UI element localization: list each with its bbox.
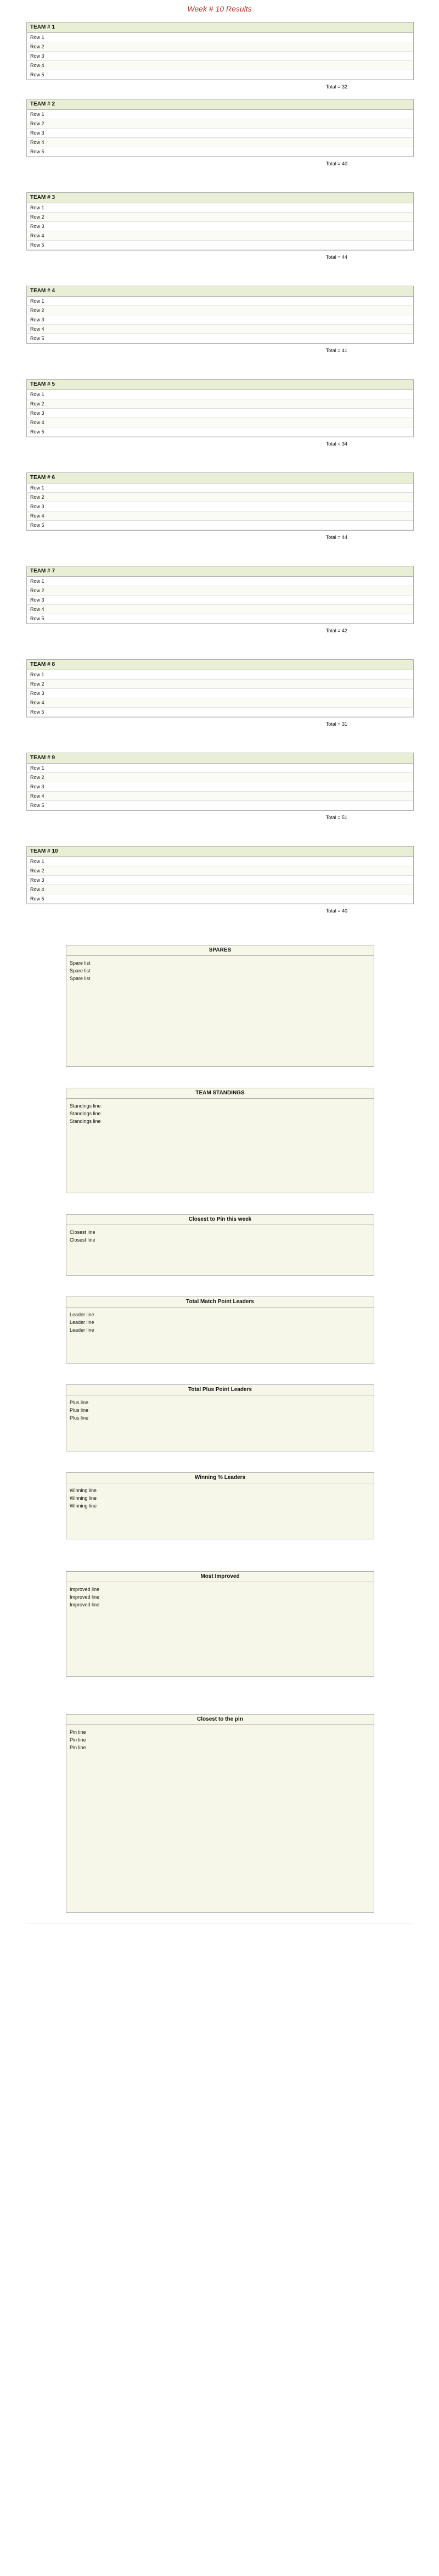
team-row: Row 5: [27, 427, 413, 437]
team-total: Total = 42: [325, 628, 347, 633]
team-header: TEAM # 9: [27, 753, 413, 764]
team-row: Row 1: [27, 110, 413, 119]
team-block-4: [26, 286, 414, 353]
team-total: Total = 40: [325, 161, 347, 166]
page-title: Week # 10 Results: [187, 4, 252, 13]
plus-leaders-title: Total Plus Point Leaders: [66, 1385, 374, 1395]
team-row: Row 5: [27, 70, 413, 80]
team-row: Row 4: [27, 418, 413, 427]
closest-line: Closest line: [70, 1237, 95, 1243]
team-row: Row 3: [27, 315, 413, 325]
match-leaders-panel: [66, 1297, 374, 1364]
standings-line: Standings line: [70, 1103, 101, 1109]
team-row: Row 2: [27, 213, 413, 222]
team-total: Total = 40: [325, 908, 347, 914]
team-total: Total = 32: [325, 84, 347, 90]
team-header: TEAM # 7: [27, 566, 413, 577]
team-row: Row 1: [27, 670, 413, 680]
closest-line: Closest line: [70, 1229, 95, 1235]
plus-line: Plus line: [70, 1407, 89, 1413]
plus-line: Plus line: [70, 1415, 89, 1421]
winning-leaders-panel: [66, 1472, 374, 1539]
team-row: Row 2: [27, 773, 413, 782]
team-row: Row 5: [27, 801, 413, 810]
team-row: Row 2: [27, 586, 413, 596]
team-row: Row 4: [27, 61, 413, 70]
team-row: Row 1: [27, 577, 413, 586]
match-leaders-title: Total Match Point Leaders: [66, 1297, 374, 1308]
standings-line: Standings line: [70, 1119, 101, 1124]
team-row: Row 1: [27, 33, 413, 42]
team-row: Row 4: [27, 605, 413, 614]
winning-line: Winning line: [70, 1495, 97, 1501]
team-total: Total = 31: [325, 721, 347, 727]
team-block-9: [26, 753, 414, 820]
team-row: Row 4: [27, 325, 413, 334]
plus-leaders-body: [66, 1395, 374, 1425]
improved-line: Improved line: [70, 1602, 100, 1607]
team-block-6: [26, 472, 414, 540]
team-row: Row 2: [27, 493, 413, 502]
spares-line: Spare list: [70, 976, 91, 981]
team-row: Row 5: [27, 614, 413, 624]
team-row: Row 5: [27, 241, 413, 250]
team-header: TEAM # 6: [27, 473, 413, 483]
plus-leaders-panel: [66, 1384, 374, 1451]
team-row: Row 2: [27, 399, 413, 409]
spares-panel: [66, 945, 374, 1067]
team-block-10: [26, 846, 414, 914]
team-total: Total = 34: [325, 441, 347, 447]
pin-title: Closest to the pin: [66, 1715, 374, 1725]
team-total: Total = 44: [325, 254, 347, 260]
team-row: Row 1: [27, 483, 413, 493]
winning-line: Winning line: [70, 1488, 97, 1493]
team-row: Row 4: [27, 885, 413, 894]
winning-line: Winning line: [70, 1503, 97, 1509]
winning-leaders-title: Winning % Leaders: [66, 1473, 374, 1483]
team-row: Row 1: [27, 764, 413, 773]
team-row: Row 2: [27, 680, 413, 689]
winning-leaders-body: [66, 1483, 374, 1513]
team-header: TEAM # 4: [27, 286, 413, 297]
improved-line: Improved line: [70, 1594, 100, 1600]
match-leaders-body: [66, 1308, 374, 1337]
leader-line: Leader line: [70, 1327, 94, 1333]
team-row: Row 2: [27, 306, 413, 315]
improved-panel: [66, 1571, 374, 1677]
team-total: Total = 51: [325, 815, 347, 820]
team-header: TEAM # 1: [27, 23, 413, 33]
leader-line: Leader line: [70, 1312, 94, 1317]
spares-body: [66, 956, 374, 986]
spares-line: Spare list: [70, 960, 91, 966]
leader-line: Leader line: [70, 1320, 94, 1325]
team-row: Row 5: [27, 147, 413, 157]
improved-line: Improved line: [70, 1587, 100, 1592]
team-header: TEAM # 3: [27, 193, 413, 203]
pin-panel: [66, 1714, 374, 1913]
team-block-7: [26, 566, 414, 633]
team-row: Row 4: [27, 231, 413, 241]
team-total: Total = 41: [325, 348, 347, 353]
team-row: Row 1: [27, 297, 413, 306]
standings-line: Standings line: [70, 1111, 101, 1116]
team-row: Row 4: [27, 511, 413, 521]
team-header: TEAM # 2: [27, 99, 413, 110]
team-row: Row 4: [27, 792, 413, 801]
team-total: Total = 44: [325, 535, 347, 540]
standings-title: TEAM STANDINGS: [66, 1088, 374, 1099]
closest-panel: [66, 1214, 374, 1276]
improved-title: Most Improved: [66, 1572, 374, 1582]
closest-body: [66, 1225, 374, 1247]
team-header: TEAM # 5: [27, 380, 413, 390]
closest-title: Closest to Pin this week: [66, 1215, 374, 1225]
team-block-5: [26, 379, 414, 447]
pin-body: [66, 1725, 374, 1755]
pin-line: Pin line: [70, 1737, 86, 1743]
standings-panel: [66, 1088, 374, 1193]
improved-body: [66, 1582, 374, 1612]
pin-line: Pin line: [70, 1729, 86, 1735]
spares-title: SPARES: [66, 945, 374, 956]
team-row: Row 4: [27, 698, 413, 708]
team-block-3: [26, 192, 414, 260]
plus-line: Plus line: [70, 1400, 89, 1405]
team-row: Row 4: [27, 138, 413, 147]
team-row: Row 2: [27, 866, 413, 876]
team-row: Row 2: [27, 42, 413, 52]
team-row: Row 3: [27, 409, 413, 418]
standings-body: [66, 1099, 374, 1128]
team-header: TEAM # 8: [27, 660, 413, 670]
team-row: Row 3: [27, 52, 413, 61]
team-row: Row 3: [27, 129, 413, 138]
spares-line: Spare list: [70, 968, 91, 973]
team-row: Row 3: [27, 222, 413, 231]
team-block-2: [26, 99, 414, 166]
team-row: Row 1: [27, 857, 413, 866]
team-row: Row 3: [27, 782, 413, 792]
team-header: TEAM # 10: [27, 847, 413, 857]
team-row: Row 5: [27, 521, 413, 530]
team-row: Row 3: [27, 502, 413, 511]
pin-line: Pin line: [70, 1745, 86, 1750]
team-row: Row 5: [27, 334, 413, 343]
team-row: Row 5: [27, 708, 413, 717]
team-row: Row 3: [27, 596, 413, 605]
team-block-8: [26, 659, 414, 727]
team-row: Row 1: [27, 390, 413, 399]
team-row: Row 3: [27, 689, 413, 698]
team-row: Row 5: [27, 894, 413, 904]
team-row: Row 3: [27, 876, 413, 885]
team-row: Row 1: [27, 203, 413, 213]
team-row: Row 2: [27, 119, 413, 129]
team-block-1: [26, 22, 414, 90]
